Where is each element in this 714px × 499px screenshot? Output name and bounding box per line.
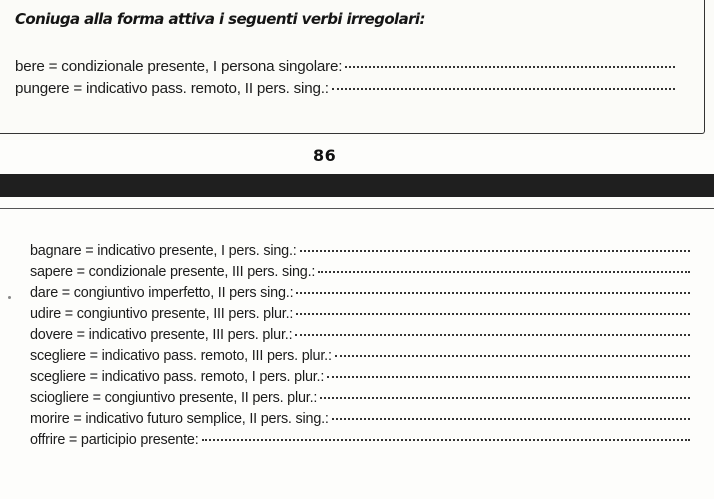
- exercise-item: [30, 369, 690, 385]
- page-top-rule: [0, 208, 714, 209]
- item-label: bere = condizionale presente, I persona singolare:: [15, 58, 343, 75]
- answer-blank[interactable]: [345, 65, 675, 68]
- item-label: sapere = condizionale presente, III pers. sing.:: [30, 264, 316, 280]
- answer-blank[interactable]: [327, 375, 690, 378]
- answer-blank[interactable]: [318, 270, 690, 273]
- item-label: morire = indicativo futuro semplice, II pers. sing.:: [30, 411, 329, 427]
- exercise-item: [15, 58, 675, 75]
- item-label: udire = congiuntivo presente, III pers. plur.:: [30, 306, 294, 322]
- answer-blank[interactable]: [320, 396, 690, 399]
- answer-blank[interactable]: [202, 438, 690, 441]
- exercise-item: [15, 80, 675, 97]
- exercise-item: [30, 306, 690, 322]
- exercise-item: [30, 390, 690, 406]
- top-page-section: [0, 0, 714, 140]
- answer-blank[interactable]: [332, 87, 675, 90]
- exercise-title: Coniuga alla forma attiva i seguenti verbi irregolari:: [15, 10, 425, 28]
- answer-blank[interactable]: [335, 354, 690, 357]
- item-label: scegliere = indicativo pass. remoto, III pers. plur.:: [30, 348, 332, 364]
- item-label: sciogliere = congiuntivo presente, II pers. plur.:: [30, 390, 318, 406]
- item-label: pungere = indicativo pass. remoto, II pers. sing.:: [15, 80, 329, 97]
- item-label: dare = congiuntivo imperfetto, II pers sing.:: [30, 285, 294, 301]
- answer-blank[interactable]: [300, 249, 690, 252]
- item-label: dovere = indicativo presente, III pers. plur.:: [30, 327, 293, 343]
- answer-blank[interactable]: [295, 333, 690, 336]
- exercise-item: [30, 327, 690, 343]
- margin-mark: [8, 296, 11, 299]
- exercise-item: [30, 285, 690, 301]
- answer-blank[interactable]: [296, 291, 690, 294]
- exercise-item: [30, 243, 690, 259]
- exercise-item: [30, 348, 690, 364]
- answer-blank[interactable]: [332, 417, 690, 420]
- exercise-item: [30, 411, 690, 427]
- page-number: 86: [313, 146, 337, 165]
- exercise-item: [30, 432, 690, 448]
- exercise-item: [30, 264, 690, 280]
- page-divider-bar: [0, 174, 714, 197]
- item-label: offrire = participio presente:: [30, 432, 199, 448]
- item-label: scegliere = indicativo pass. remoto, I pers. plur.:: [30, 369, 325, 385]
- item-label: bagnare = indicativo presente, I pers. sing.:: [30, 243, 297, 259]
- answer-blank[interactable]: [296, 312, 690, 315]
